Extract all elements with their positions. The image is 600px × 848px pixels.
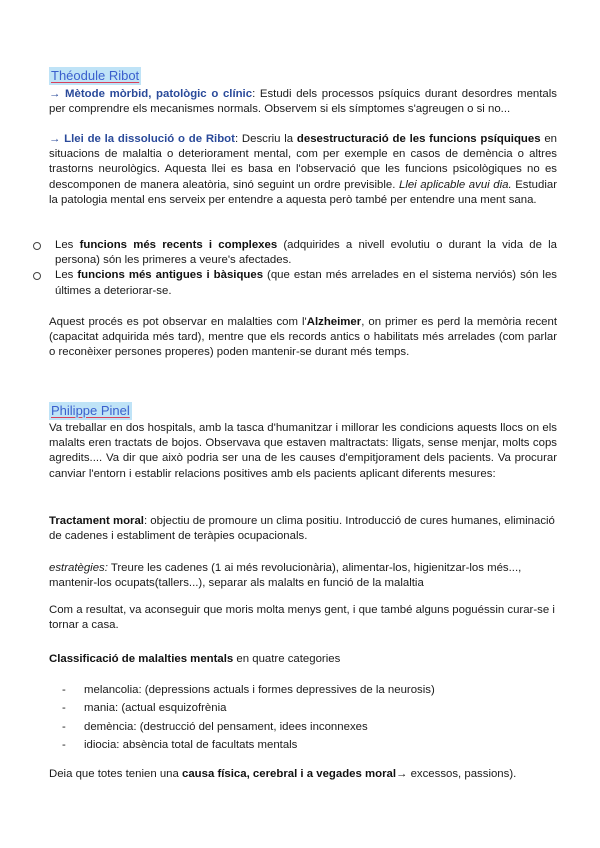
bullet-text-post: (adquirides a nivell evolutiu o durant la vida de la persona) són les primeres a veure's afectades. [55, 239, 557, 267]
dash-bullet-icon: - [62, 702, 66, 715]
list-item [62, 736, 542, 754]
estrategies-text: Treure les cadenes (1 ai més revolucionària), alimentar-los, higienitzar-los més..., mantenir-los ocupats(tallers...), separar als malalts en funció de la malaltia [49, 562, 522, 590]
causa-text-pre: Deia que totes tenien una [49, 768, 182, 780]
metode-text: : Estudi dels processos psíquics durant desordres mentals per comprendre els mecanismes normals. Observem si els símptomes s'agreugen o si no... [49, 88, 557, 116]
llei-text-2: en situacions de malaltia o deteriorament mental, com per exemple en casos de demència o altres trastorns neurològics. Aquesta llei es basa en l'observació que les funcions psicològiques no es descomponen de manera aleatòria, sinó seguint un ordre previsible. [49, 133, 557, 191]
paragraph-pinel-intro: Va treballar en dos hospitals, amb la tasca d'humanitzar i millorar les condicions aquests llocs on els malalts eren tractats de bojos. Observava que estaven maltractats: lligats, sense menjar, molts cops agredits.... Va dir que això podria ser una de les causes d'empitjorament dels pacients. Va procurar canviar l'entorn i establir relacions positives amb els pacients aplicant diferents mesures: [49, 422, 557, 480]
dash-bullet-icon: - [62, 720, 66, 733]
paragraph-causa [49, 767, 557, 782]
circle-bullet-icon [33, 242, 41, 250]
tractament-text: : objectiu de promoure un clima positiu. Introducció de cures humanes, eliminació de cadenes i establiment de teràpies ocupacionals. [49, 515, 555, 543]
list-item [62, 681, 542, 699]
causa-bold: causa física, cerebral i a vegades moral [182, 768, 397, 780]
list-item [62, 699, 542, 717]
llei-text-3: Estudiar la patologia mental ens serveix per entendre a aquesta però també per entendre una ment sana. [49, 178, 557, 206]
category-text: idiocia: absència total de facultats mentals [84, 738, 298, 751]
list-item [33, 268, 557, 298]
list-item [33, 238, 557, 268]
classificacio-bold: Classificació de malalties mentals [49, 653, 234, 665]
causa-text-post: → excessos, passions). [396, 768, 517, 780]
llei-text-1: : Descriu la [234, 133, 297, 145]
list-item [62, 718, 542, 736]
classificacio-text: en quatre categories [233, 653, 341, 665]
llei-bold: desestructuració de les funcions psíquiques [296, 133, 541, 145]
alzheimer-bold: Alzheimer [306, 316, 362, 328]
metode-label: → Mètode mòrbid, patològic o clínic [49, 88, 253, 100]
estrategies-italic: estratègies: [49, 562, 108, 574]
circle-bullet-icon [33, 272, 41, 280]
bullet-text-bold: funcions més recents i complexes [79, 239, 278, 251]
paragraph-metode-morbid [49, 87, 557, 117]
bullet-text-pre: Les [55, 269, 78, 282]
paragraph-resultat: Com a resultat, va aconseguir que moris molta menys gent, i que també alguns poguéssin curar-se i tornar a casa. [49, 604, 555, 632]
paragraph-tractament-moral [49, 514, 557, 544]
ribot-bullet-list [33, 238, 557, 299]
paragraph-llei-dissolucio [49, 132, 557, 208]
bullet-text-post: (que estan més arrelades en el sistema nerviós) són les últimes a deteriorar-se. [55, 269, 557, 297]
bullet-text-pre: Les [55, 239, 80, 251]
category-text: demència: (destrucció del pensament, idees inconnexes [84, 720, 368, 733]
heading-ribot: Théodule Ribot [51, 68, 140, 83]
paragraph-classificacio [49, 652, 557, 667]
llei-italic: Llei aplicable avui dia. [398, 178, 512, 191]
dash-bullet-icon: - [62, 738, 66, 751]
tractament-bold: Tractament moral [49, 515, 144, 527]
paragraph-alzheimer [49, 315, 557, 361]
alzheimer-text-pre: Aquest procés es pot observar en malalties com l' [49, 316, 307, 328]
category-text: mania: (actual esquizofrènia [84, 702, 227, 715]
bullet-text-bold: funcions més antigues i bàsiques [77, 269, 264, 282]
llei-label: → Llei de la dissolució o de Ribot [49, 133, 235, 145]
categories-list [62, 681, 542, 754]
paragraph-estrategies [49, 561, 557, 591]
dash-bullet-icon: - [62, 684, 66, 696]
heading-pinel: Philippe Pinel [51, 403, 130, 418]
category-text: melancolia: (depressions actuals i formes depressives de la neurosis) [84, 684, 435, 696]
alzheimer-text-post: , on primer es perd la memòria recent (capacitat adquirida més tard), mentre que els records antics o habilitats més arrelades (com parlar o reconèixer persones properes) poden mantenir-se durant més temps. [49, 316, 557, 359]
